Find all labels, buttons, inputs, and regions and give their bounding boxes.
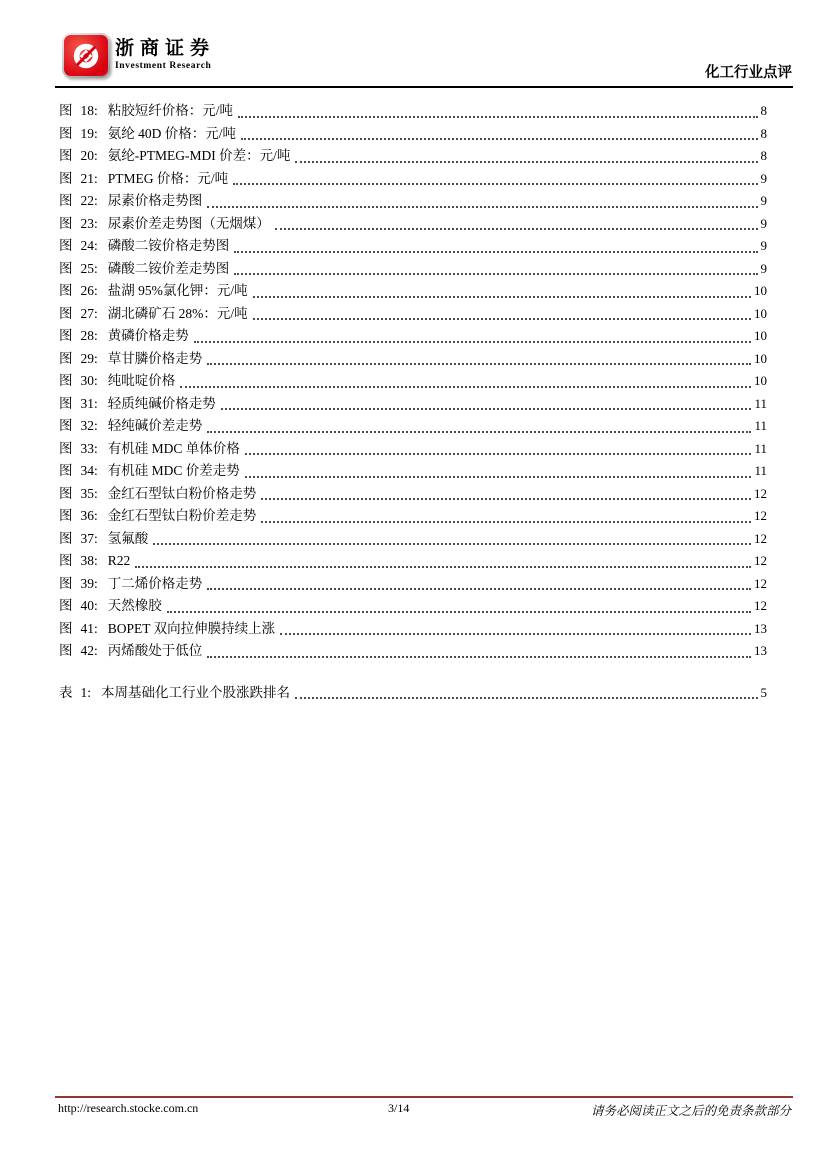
entry-type: 图 [59, 148, 73, 163]
entry-page-number: 5 [760, 684, 767, 700]
entry-type: 图 [59, 350, 73, 366]
entry-type: 图 [59, 440, 73, 456]
entry-page-number: 8 [760, 103, 767, 118]
toc-figure-entry[interactable] [59, 100, 767, 123]
dot-leader [295, 161, 757, 163]
entry-type: 图 [59, 103, 73, 118]
entry-page-number: 12 [754, 508, 767, 523]
dot-leader [295, 697, 757, 699]
entry-number: 21: [80, 170, 98, 186]
entry-type: 图 [59, 193, 73, 208]
entry-page-number: 12 [754, 598, 767, 613]
toc-figure-entry[interactable] [59, 145, 767, 168]
entry-number: 39: [80, 575, 98, 591]
entry-page-number: 11 [754, 463, 767, 478]
disclaimer-text: 请务必阅读正文之后的免责条款部分 [590, 1104, 791, 1118]
toc-figure-entry[interactable] [59, 483, 767, 506]
entry-title: 天然橡胶 [107, 598, 162, 613]
entry-page-number: 11 [754, 395, 767, 411]
entry-number: 19: [80, 125, 98, 141]
entry-type: 图 [59, 485, 73, 501]
dot-leader [238, 116, 757, 118]
entry-type: 图 [59, 395, 73, 411]
entry-page-number: 9 [760, 260, 767, 276]
entry-type: 图 [59, 305, 73, 321]
entry-title: 湖北磷矿石 28%：元/吨 [107, 305, 248, 321]
entry-page-number: 12 [754, 575, 767, 591]
toc-figure-entry[interactable] [59, 325, 767, 348]
entry-page-number: 9 [760, 170, 767, 186]
entry-type: 图 [59, 125, 73, 141]
entry-title: 草甘膦价格走势 [107, 350, 203, 366]
brand [115, 38, 215, 71]
entry-number: 30: [80, 373, 98, 388]
dot-leader [207, 206, 757, 208]
entry-type: 图 [59, 575, 73, 591]
dot-leader [207, 363, 751, 365]
dot-leader [207, 588, 751, 590]
entry-title: 氢氟酸 [107, 530, 149, 546]
toc-figure-entry[interactable] [59, 213, 767, 236]
entry-type: 图 [59, 283, 73, 298]
entry-page-number: 10 [754, 328, 767, 343]
entry-title: 有机硅 MDC 价差走势 [107, 463, 240, 478]
toc-figure-entry[interactable] [59, 280, 767, 303]
entry-title: 盐湖 95%氯化钾：元/吨 [107, 283, 248, 298]
toc-figure-entry[interactable] [59, 168, 767, 191]
entry-page-number: 8 [760, 148, 767, 163]
entry-type: 表 [59, 684, 73, 700]
entry-title: 丙烯酸处于低位 [107, 643, 203, 658]
entry-title: 尿素价格走势图 [107, 193, 203, 208]
entry-page-number: 11 [754, 418, 767, 433]
entry-title: 丁二烯价格走势 [107, 575, 203, 591]
entry-page-number: 10 [754, 350, 767, 366]
dot-leader [261, 521, 751, 523]
entry-title: 轻纯碱价差走势 [107, 418, 203, 433]
dot-leader [280, 633, 751, 635]
entry-title: R22 [107, 553, 131, 568]
toc-figure-entry[interactable] [59, 348, 767, 371]
entry-page-number: 12 [754, 530, 767, 546]
entry-page-number: 13 [754, 643, 767, 658]
dot-leader [234, 273, 757, 275]
entry-number: 23: [80, 215, 98, 231]
footer [55, 1101, 793, 1119]
report-type-label: 化工行业点评 [705, 65, 792, 81]
entry-number: 25: [80, 260, 98, 276]
dot-leader [245, 453, 752, 455]
entry-type: 图 [59, 328, 73, 343]
dot-leader [261, 498, 751, 500]
entry-title: 金红石型钛白粉价差走势 [107, 508, 257, 523]
toc-figure-entry[interactable] [59, 550, 767, 573]
toc-table-entry[interactable] [59, 682, 767, 705]
toc-figure-entry[interactable] [59, 235, 767, 258]
entry-number: 31: [80, 395, 98, 411]
entry-title: 纯吡啶价格 [107, 373, 176, 388]
toc-figure-entry[interactable] [59, 190, 767, 213]
dot-leader [221, 408, 752, 410]
entry-title: 本周基础化工行业个股涨跌排名 [101, 684, 291, 700]
dot-leader [167, 611, 751, 613]
entry-number: 36: [80, 508, 98, 523]
entry-title: 磷酸二铵价格走势图 [107, 238, 230, 253]
toc-figure-entry[interactable] [59, 640, 767, 663]
entry-page-number: 11 [754, 440, 767, 456]
entry-number: 33: [80, 440, 98, 456]
entry-number: 32: [80, 418, 98, 433]
entry-number: 28: [80, 328, 98, 343]
entry-page-number: 10 [754, 373, 767, 388]
toc-figure-entry[interactable] [59, 573, 767, 596]
page-indicator: 3/14 [388, 1101, 410, 1115]
entry-number: 41: [80, 620, 98, 636]
entry-type: 图 [59, 530, 73, 546]
entry-page-number: 10 [754, 283, 767, 298]
dot-leader [135, 566, 751, 568]
toc-figure-entry[interactable] [59, 528, 767, 551]
logo-emblem [64, 35, 108, 76]
entry-page-number: 8 [760, 125, 767, 141]
header-divider [55, 86, 793, 88]
entry-type: 图 [59, 215, 73, 231]
brand-name-en: Investment Research [115, 61, 212, 71]
entry-page-number: 13 [754, 620, 767, 636]
toc-figure-entry[interactable] [59, 393, 767, 416]
entry-title: 黄磷价格走势 [107, 328, 189, 343]
entry-number: 37: [80, 530, 98, 546]
entry-number: 22: [80, 193, 98, 208]
dot-leader [180, 386, 751, 388]
toc-figure-list [59, 100, 767, 663]
toc-table-list [59, 682, 767, 705]
zheshang-logo-icon [62, 33, 110, 78]
footer-divider [55, 1096, 793, 1098]
entry-number: 20: [80, 148, 98, 163]
toc-figure-entry[interactable] [59, 595, 767, 618]
entry-number: 34: [80, 463, 98, 478]
entry-page-number: 10 [754, 305, 767, 321]
entry-type: 图 [59, 508, 73, 523]
dot-leader [234, 251, 757, 253]
entry-type: 图 [59, 418, 73, 433]
entry-title: BOPET 双向拉伸膜持续上涨 [107, 620, 276, 636]
entry-type: 图 [59, 260, 73, 276]
entry-number: 27: [80, 305, 98, 321]
entry-type: 图 [59, 170, 73, 186]
dot-leader [207, 431, 751, 433]
dot-leader [194, 341, 751, 343]
entry-number: 42: [80, 643, 98, 658]
entry-number: 29: [80, 350, 98, 366]
entry-page-number: 9 [760, 215, 767, 231]
entry-page-number: 12 [754, 553, 767, 568]
toc-figure-entry[interactable] [59, 460, 767, 483]
entry-type: 图 [59, 373, 73, 388]
entry-title: 有机硅 MDC 单体价格 [107, 440, 240, 456]
entry-type: 图 [59, 238, 73, 253]
entry-page-number: 9 [760, 193, 767, 208]
entry-type: 图 [59, 620, 73, 636]
dot-leader [275, 228, 758, 230]
entry-number: 26: [80, 283, 98, 298]
dot-leader [207, 656, 751, 658]
brand-name-cn: 浙商证券 [115, 38, 216, 59]
entry-type: 图 [59, 598, 73, 613]
dot-leader [245, 476, 752, 478]
entry-title: 尿素价差走势图（无烟煤） [107, 215, 270, 231]
toc-figure-entry[interactable] [59, 370, 767, 393]
entry-page-number: 12 [754, 485, 767, 501]
toc-figure-entry[interactable] [59, 415, 767, 438]
entry-number: 35: [80, 485, 98, 501]
entry-title: 氨纶-PTMEG-MDI 价差：元/吨 [107, 148, 291, 163]
entry-number: 38: [80, 553, 98, 568]
research-site-link[interactable]: http://research.stocke.com.cn [58, 1101, 199, 1115]
entry-title: PTMEG 价格：元/吨 [107, 170, 229, 186]
entry-page-number: 9 [760, 238, 767, 253]
entry-title: 磷酸二铵价差走势图 [107, 260, 230, 276]
entry-number: 1: [80, 684, 92, 700]
entry-title: 氨纶 40D 价格：元/吨 [107, 125, 237, 141]
entry-number: 40: [80, 598, 98, 613]
entry-number: 18: [80, 103, 98, 118]
toc-figure-entry[interactable] [59, 618, 767, 641]
dot-leader [253, 318, 751, 320]
toc [59, 100, 767, 704]
toc-figure-entry[interactable] [59, 303, 767, 326]
entry-type: 图 [59, 643, 73, 658]
entry-number: 24: [80, 238, 98, 253]
dot-leader [153, 543, 751, 545]
entry-type: 图 [59, 463, 73, 478]
entry-title: 粘胶短纤价格：元/吨 [107, 103, 234, 118]
toc-figure-entry[interactable] [59, 123, 767, 146]
entry-title: 金红石型钛白粉价格走势 [107, 485, 257, 501]
dot-leader [241, 138, 757, 140]
entry-title: 轻质纯碱价格走势 [107, 395, 216, 411]
dot-leader [233, 183, 757, 185]
toc-figure-entry[interactable] [59, 258, 767, 281]
toc-figure-entry[interactable] [59, 505, 767, 528]
entry-type: 图 [59, 553, 73, 568]
toc-figure-entry[interactable] [59, 438, 767, 461]
dot-leader [253, 296, 751, 298]
